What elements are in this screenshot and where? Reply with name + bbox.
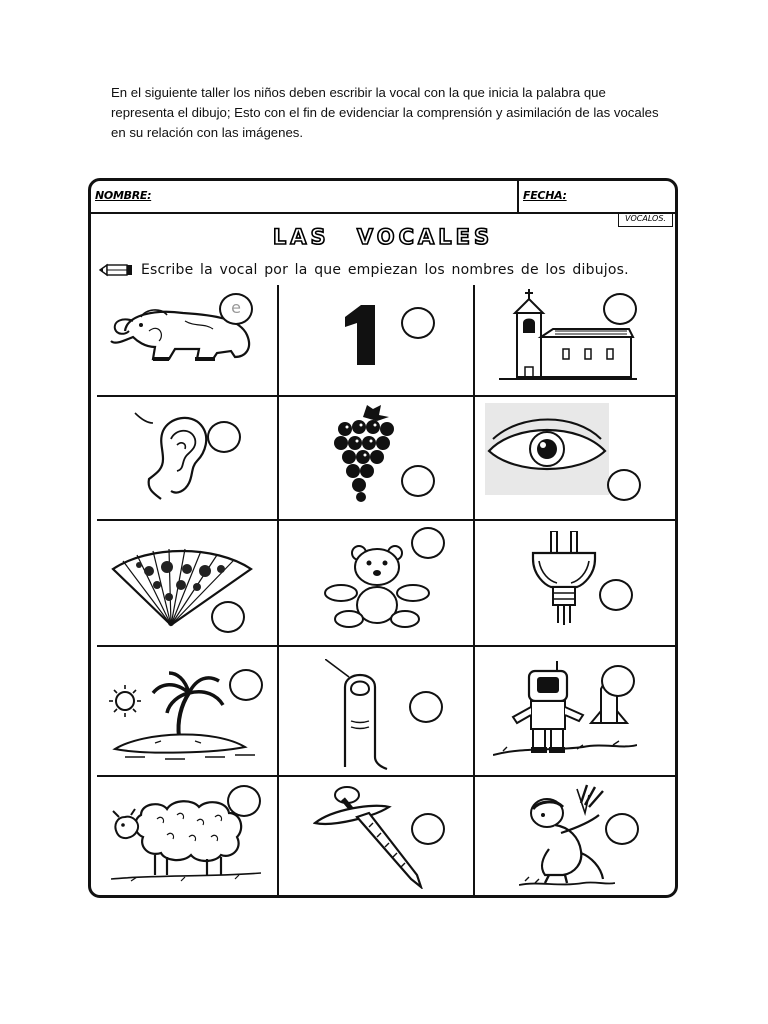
instruction-text: Escribe la vocal por la que empiezan los nombres de los dibujos. (141, 262, 629, 278)
cell-astronaut (475, 647, 675, 775)
picture-grid (97, 285, 675, 897)
pencil-icon (99, 263, 133, 277)
answer-circle[interactable] (599, 579, 633, 611)
answer-circle[interactable] (411, 527, 445, 559)
answer-circle[interactable] (411, 813, 445, 845)
answer-circle[interactable] (601, 665, 635, 697)
cell-ear (97, 397, 277, 519)
answer-circle[interactable] (401, 307, 435, 339)
ear-icon (133, 409, 213, 505)
cell-teddy-bear (279, 521, 473, 645)
cell-indian (475, 777, 675, 897)
answer-circle[interactable] (401, 465, 435, 497)
answer-circle[interactable] (409, 691, 443, 723)
cell-eye (475, 397, 675, 519)
cell-island (97, 647, 277, 775)
cell-sword (279, 777, 473, 897)
answer-circle[interactable] (603, 293, 637, 325)
answer-circle[interactable] (227, 785, 261, 817)
date-field[interactable] (519, 181, 675, 214)
name-label: NOMBRE: (95, 189, 152, 202)
cell-plug (475, 521, 675, 645)
number-one-icon (339, 303, 379, 367)
grapes-icon (333, 403, 399, 503)
name-field[interactable] (91, 181, 519, 214)
eye-icon (485, 417, 609, 481)
instruction-row (99, 262, 675, 278)
indian-icon (519, 783, 615, 889)
worksheet (88, 178, 678, 898)
answer-circle[interactable] (605, 813, 639, 845)
cell-fan (97, 521, 277, 645)
answer-circle[interactable] (229, 669, 263, 701)
worksheet-title: LAS VOCALES (272, 225, 494, 249)
cell-number-one (279, 285, 473, 395)
cell-finger-nail (279, 647, 473, 775)
cell-church (475, 285, 675, 395)
intro-paragraph: En el siguiente taller los niños deben escribir la vocal con la que inicia la palabra que representa el dibujo; Esto con el fin de evidenciar la comprensión y asimilación de las vocales en su relación con las imágenes. (111, 85, 659, 140)
answer-circle[interactable] (607, 469, 641, 501)
answer-circle[interactable] (207, 421, 241, 453)
answer-circle[interactable] (211, 601, 245, 633)
cell-grapes (279, 397, 473, 519)
finger-nail-icon (325, 659, 395, 771)
cell-elephant (97, 285, 277, 395)
answer-circle[interactable] (219, 293, 253, 325)
answer-hint: e (231, 298, 241, 317)
worksheet-code: VOCALOS. (618, 212, 673, 227)
sword-icon (313, 783, 427, 889)
date-label: FECHA: (523, 189, 567, 202)
cell-sheep (97, 777, 277, 897)
plug-icon (529, 531, 599, 631)
